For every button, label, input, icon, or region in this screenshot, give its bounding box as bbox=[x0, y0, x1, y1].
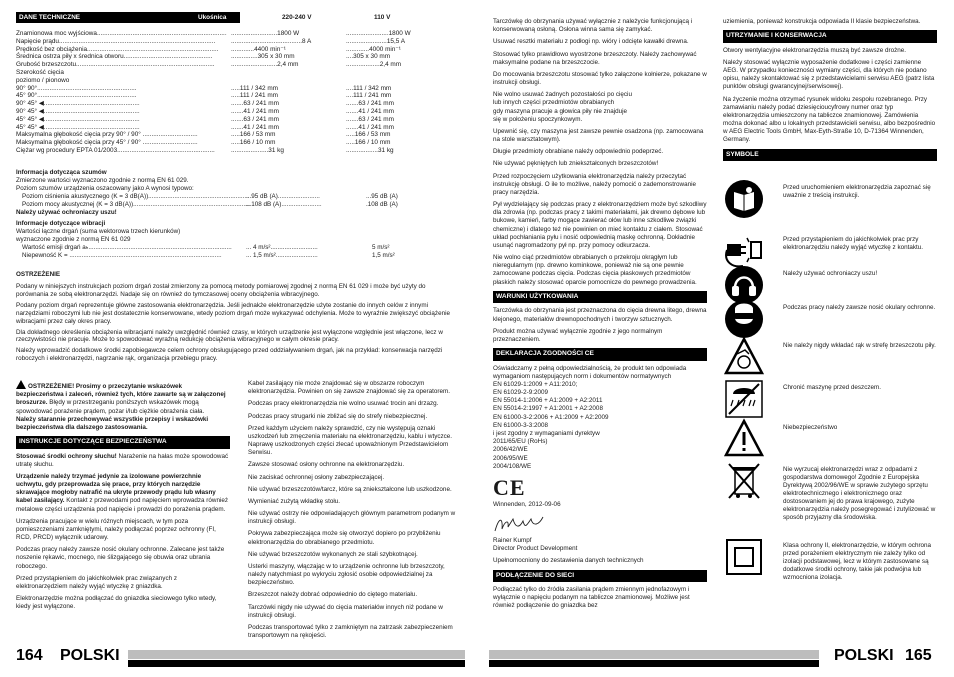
warning-paragraph-1: Podany w niniejszych instrukcjach poziom drgań został zmierzony za pomocą metody pomiarowej zgodnej z normą EN 61 029 i może być użyty do porównania ze sobą elektronarzędzi. Nadaje się on również do tymczasowej oceny obciążenia wibracyjnego. bbox=[16, 282, 426, 298]
spec-row bbox=[16, 116, 416, 124]
safety-item: Podczas transportować tylko z zamkniętym na zatrzask zabezpieczeniem transportowym na rękojeści. bbox=[248, 623, 453, 640]
language-left: POLSKI bbox=[60, 647, 120, 664]
insulated-grip-text: Kontakt z przewodami pod napięciem wprowadza również metalowe części urządzenia pod napięcie i prowadzi do porażenia prądem. bbox=[16, 497, 228, 513]
safety-item: Nie używać ostrzy nie odpowiadających głównym parametrom podanym w instrukcji obsługi. bbox=[248, 510, 456, 526]
spec-value-a: .......41 / 241 mm bbox=[231, 123, 279, 131]
ce-norm: EN 61029-2-9:2009 bbox=[493, 389, 548, 397]
safety-item: Nie wolno usuwać żadnych pozostałości po cięciu lub innych części przedmiotów obrabianych gdy maszyna pracuje a głowica piły nie znajduje się w położeniu spoczynkowym. bbox=[493, 91, 632, 123]
warning-title: OSTRZEŻENIE bbox=[16, 271, 61, 278]
spec-value-a: ........................................8 A bbox=[231, 37, 312, 45]
noise-power-a: ...108 dB (A)....................... bbox=[246, 200, 322, 208]
switch-off-paragraph: Elektronarzędzie można podłączać do gniazdka sieciowego tylko wtedy, kiedy jest wyłączone. bbox=[16, 595, 217, 611]
spec-label: Maksymalna głębokość cięcia przy 90° / 90° ............................... bbox=[16, 131, 198, 139]
noise-info bbox=[16, 169, 414, 217]
spec-label: 45° 45° ◀...................................................... bbox=[16, 115, 140, 123]
spec-value-b: .....166 / 53 mm bbox=[346, 131, 391, 139]
voltage-col-a: 220-240 V bbox=[282, 14, 312, 21]
safety-item: Długie przedmioty obrabiane należy odpowiednio podeprzeć. bbox=[493, 148, 664, 156]
use-conditions-header: WARUNKI UŻYTKOWANIA bbox=[493, 291, 707, 304]
safety-item: Pył wydzielający się podczas pracy z elektronarzędziem może być szkodliwy dla zdrowia (np. podczas pracy z takimi materiałami, jak drewno dębowe lub bukowe, kamień, farby mogące zawierać ołów lub inne szkodliwe związki chemiczne) i dlatego też nie powinien on mieć kontaktu z ciałem. Stosować układ pochłaniania pyłu i nosić odpowiednią maskę ochronną. Dokładnie usunąć nagromadzony pył np. przy pomocy odkurzacza. bbox=[493, 201, 707, 249]
spec-value-b: .......................15,5 A bbox=[346, 37, 405, 45]
technical-data-header bbox=[16, 12, 240, 23]
rain-protection-icon bbox=[723, 378, 765, 420]
spec-label: 45° 90°........................................................ bbox=[16, 92, 137, 100]
authorized-person: Upełnomocniony do zestawienia danych technicznych bbox=[493, 557, 644, 565]
class-ii-continuation: uziemienia, ponieważ konstrukcja odpowiada II klasie bezpieczeństwa. bbox=[723, 18, 921, 25]
spec-value-a: .......41 / 241 mm bbox=[231, 107, 279, 115]
spec-label: Prędkość bez obciążenia.......................................................................... bbox=[16, 45, 219, 53]
technical-data-title: DANE TECHNICZNE bbox=[19, 14, 81, 21]
class-ii-icon bbox=[723, 536, 765, 578]
spec-row bbox=[16, 61, 416, 69]
vibration-emission-b: 5 m/s² bbox=[372, 243, 390, 251]
safety-item: Podczas pracy elektronarzędzia nie wolno usuwać trocin ani drzazg. bbox=[248, 400, 439, 408]
spec-value-a: .............4400 min⁻¹ bbox=[231, 45, 286, 53]
vibration-emission-a: ... 4 m/s²........................... bbox=[246, 243, 318, 251]
left-column-1 bbox=[16, 380, 230, 616]
footer-black-bar-left bbox=[128, 660, 465, 667]
safety-instructions-header: INSTRUKCJE DOTYCZĄCE BEZPIECZEŃSTWA bbox=[16, 436, 230, 449]
ce-norm: EN 61029-1:2009 + A11:2010; bbox=[493, 380, 578, 388]
symbols-header: SYMBOLE bbox=[723, 149, 937, 162]
safety-item: Nie zaciskać ochronnej osłony zabezpieczającej. bbox=[248, 473, 385, 481]
spec-value-a: .......63 / 241 mm bbox=[231, 100, 279, 108]
vibration-line-2: wyznaczone zgodnie z normą EN 61 029 bbox=[16, 235, 131, 243]
spec-value-a: .......63 / 241 mm bbox=[231, 115, 279, 123]
safety-item: Przed rozpoczęciem użytkowania elektronarzędzia należy przeczytać instrukcję obsługi. O ile to możliwe, należy pomocić o zademonstrowanie pracy narzędzia. bbox=[493, 172, 696, 196]
ce-norm: 2006/42/WE bbox=[493, 446, 528, 454]
signature-image bbox=[493, 513, 707, 535]
spec-value-b: ........................1800 W bbox=[346, 30, 411, 37]
glasses-paragraph: Podczas pracy należy zawsze nosić okulary ochronne. Zalecane jest także noszenie rękawic, mocnego, nie ślizgającego się obuwia oraz ubrania roboczego. bbox=[16, 546, 225, 570]
spec-row bbox=[16, 69, 416, 77]
ce-norm: EN 61000-3-3:2008 bbox=[493, 421, 548, 429]
warning-paragraph-2: Podany poziom drgań reprezentuje główne zastosowania elektronarzędzia. Jeśli jednakże elektronarzędzie użyte zostanie do innych celów z innymi narzędziami roboczymi lub nie jest dostatecznie konserwowane, wtedy poziom drgań może wykazywać odchylenia. Może to wyraźnie zwiększyć obciążenie wibracjami przez cały okres pracy. bbox=[16, 301, 450, 325]
power-connection-text: Podłączać tylko do źródła zasilania prądem zmiennym jednofazowym i wyłącznie o napięciu podanym na tabliczce znamionowej. Możliwe jest również podłączenie do gniazdka bez bbox=[493, 586, 690, 610]
eye-protection-icon bbox=[723, 298, 765, 340]
safety-item: Nie używać pękniętych lub zniekształconych brzeszczotów! bbox=[493, 160, 659, 168]
spec-row bbox=[16, 100, 416, 108]
spec-row bbox=[16, 38, 416, 46]
signer-name: Rainer Kumpf bbox=[493, 537, 532, 545]
ce-norm: 2006/95/WE bbox=[493, 454, 528, 462]
ce-text: Oświadczamy z pełną odpowiedzialnością, że produkt ten odpowiada wymaganiom następujących norm i dokumentów normatywnych bbox=[493, 364, 687, 380]
noise-pressure-a: ...95 dB (A)........................ bbox=[246, 192, 320, 200]
spec-value-b: .............4000 min⁻¹ bbox=[346, 45, 401, 53]
spec-value-b: ....111 / 342 mm bbox=[346, 84, 392, 92]
spec-row bbox=[16, 108, 416, 116]
ce-norm: EN 61000-3-2:2006 + A1:2009 + A2:2009 bbox=[493, 413, 609, 421]
page-number-left: 164 bbox=[16, 647, 43, 664]
spec-value-a: .....111 / 342 mm bbox=[231, 84, 279, 92]
spec-row bbox=[16, 139, 416, 147]
maintenance-item: Należy stosować wyłącznie wyposażenie dodatkowe i części zamienne AEG. W przypadku konieczności wymiany części, dla których nie podano opisu, należy skontaktować się z przedstawicielami serwisu AEG (patrz lista punktów obsługi gwarancyjnej/serwisowej). bbox=[723, 58, 935, 91]
ce-norm: i jest zgodny z wymaganiami dyrektyw bbox=[493, 430, 600, 437]
spec-value-b: ..................31 kg bbox=[346, 146, 394, 154]
right-column-1 bbox=[493, 18, 707, 615]
symbol-description: Przed uruchomieniem elektronarzędzia zapoznać się uważnie z treścią instrukcji. bbox=[783, 184, 931, 200]
safety-item: Brzeszczot należy dobrać odpowiednio do ciętego materiału. bbox=[248, 591, 418, 599]
spec-value-b: ....305 x 30 mm bbox=[346, 53, 391, 61]
weee-bin-icon bbox=[723, 460, 765, 502]
spec-row bbox=[16, 77, 416, 85]
safety-item: Upewnić się, czy maszyna jest zawsze pewnie osadzona (np. zamocowana na stole warsztatowym). bbox=[493, 127, 704, 144]
right-footer bbox=[477, 648, 954, 669]
ce-declaration-header: DEKLARACJA ZGODNOŚCI CE bbox=[493, 348, 707, 361]
warning-triangle-icon bbox=[16, 380, 26, 389]
spec-value-a: ..........................1800 W bbox=[231, 30, 300, 37]
spec-row bbox=[16, 92, 416, 100]
vibration-emission-label: Wartość emisji drgań aₕ.................................................................................. bbox=[22, 243, 232, 251]
ce-norm: 2004/108/WE bbox=[493, 462, 532, 470]
warning-section bbox=[16, 271, 456, 366]
safety-item: Tarczówkę do obrzynania używać wyłącznie z należycie funkcjonującą i konserwowaną osłoną. Osłona winna sama się zamykać. bbox=[493, 18, 693, 34]
technical-data-model: Ukośnica bbox=[198, 14, 227, 21]
spec-value-b: .......63 / 241 mm bbox=[346, 115, 394, 123]
spec-label: Średnica ostrza piły x średnica otworu.................................................. bbox=[16, 53, 213, 61]
noise-power-b: .108 dB (A) bbox=[366, 200, 398, 208]
vibration-line-1: Wartości łączne drgań (suma wektorowa trzech kierunków) bbox=[16, 227, 181, 235]
ce-norm: 2011/65/EU (RoHs) bbox=[493, 438, 548, 446]
ear-protection-note: Należy używać ochroniaczy uszu! bbox=[16, 208, 117, 216]
use-item: Produkt można używać wyłącznie zgodnie z jego normalnym przeznaczeniem. bbox=[493, 327, 663, 343]
spec-label: Napięcie prądu........................................................................................ bbox=[16, 37, 216, 45]
technical-data-table bbox=[16, 12, 416, 155]
use-item: Tarczówka do obrzynania jest przeznaczona do cięcia drewna litego, drewna klejonego, materiałów drewnopochodnych i tworzyw sztucznych. bbox=[493, 307, 707, 323]
language-right: POLSKI bbox=[834, 647, 894, 664]
maintenance-header: UTRZYMANIE I KONSERWACJA bbox=[723, 30, 937, 43]
vibration-title: Informacje dotyczące wibracji bbox=[16, 220, 106, 227]
spec-value-a: ..........................2,4 mm bbox=[231, 61, 299, 69]
vibration-info bbox=[16, 220, 414, 260]
spec-row bbox=[16, 131, 416, 139]
safety-item: Pokrywa zabezpieczająca może się otworzyć dopiero po przybliżeniu elektronarzędzia do obrabianego przedmiotu. bbox=[248, 530, 441, 546]
symbol-description: Przed przystąpieniem do jakichkolwiek prac przy elektronarzędziu należy wyjąć wtyczkę z kontaktu. bbox=[783, 236, 923, 252]
spec-row bbox=[16, 30, 416, 38]
noise-pressure-label: Poziom ciśnienia akustycznego (K = 3 dB(A)).......................................................... bbox=[22, 192, 250, 200]
rcd-paragraph: Urządzenia pracujące w wielu różnych miejscach, w tym poza pomieszczeniami zamkniętymi, należy podłączać poprzez ochronny (FI, RCD, PRCD) wyłącznik udarowy. bbox=[16, 517, 216, 542]
spec-value-b: .......63 / 241 mm bbox=[346, 100, 394, 108]
spec-value-b: .....166 / 10 mm bbox=[346, 139, 391, 147]
danger-icon bbox=[723, 418, 765, 460]
left-column-2 bbox=[248, 380, 460, 644]
spec-value-b: ....111 / 241 mm bbox=[346, 92, 392, 100]
spec-value-b: ...................2,4 mm bbox=[346, 61, 402, 69]
spec-value-b: .......41 / 241 mm bbox=[346, 123, 394, 131]
warning-paragraph-3: Dla dokładnego określenia obciążenia wibracjami należy uwzględnić również czasy, w których urządzenie jest wyłączone względnie jest włączone, lecz w rzeczywistości nie pracuje. Może to spowodować wyraźną redukcję obciążenia wibracyjnego w całym okresie pracy. bbox=[16, 328, 443, 344]
vibration-uncertainty-b: 1,5 m/s² bbox=[372, 251, 395, 259]
safety-warning-keep: Należy starannie przechowywać wszystkie przepisy i wskazówki bezpieczeństwa dla dalszego zastosowania. bbox=[16, 415, 209, 431]
maintenance-item: Na życzenie można otrzymać rysunek widoku zespołu rozebranego. Przy zamawianiu należy podać dziesięcioucyfrowy numer oraz typ elektronarzędzia umieszczony na tabliczce znamionowej. Zamówienia można dokonać albo u lokalnych przedstawicieli serwisu, albo bezpośrednio w AEG Electric Tools GmbH, Max-Eyth-Straße 10, D-71364 Winnenden, Germany. bbox=[723, 95, 936, 144]
symbol-description: Niebezpieczeństwo bbox=[783, 424, 838, 431]
symbol-description: Chronić maszynę przed deszczem. bbox=[783, 384, 881, 391]
spec-row bbox=[16, 147, 416, 155]
read-manual-icon bbox=[723, 178, 765, 220]
safety-item: Podczas pracy strugarki nie zbliżać się do strefy niebezpiecznej. bbox=[248, 412, 428, 420]
footer-grey-bar-right bbox=[489, 650, 819, 659]
spec-label: 90° 90°........................................................ bbox=[16, 84, 137, 92]
spec-label: Grubość brzeszczotu.............................................................................. bbox=[16, 61, 215, 69]
symbol-description: Należy używać ochroniaczy uszu! bbox=[783, 270, 878, 277]
footer-black-bar-right bbox=[489, 660, 819, 667]
spec-label: Znamionowa moc wyjściowa......................................................................... bbox=[16, 30, 227, 37]
spec-label: 90° 45° ◀...................................................... bbox=[16, 107, 140, 115]
maintenance-item: Otwory wentylacyjne elektronarzędzia muszą być zawsze drożne. bbox=[723, 46, 907, 54]
page-right bbox=[477, 0, 954, 677]
page-number-right: 165 bbox=[905, 647, 932, 664]
noise-title: Informacja dotycząca szumów bbox=[16, 169, 107, 176]
symbol-description: Podczas pracy należy zawsze nosić okulary ochronne. bbox=[783, 304, 936, 311]
safety-item: Przed każdym użyciem należy sprawdzić, czy nie występują oznaki uszkodzeń lub zmęczenia materiału na elektronarzędziu, kablu i wtyczce. Naprawę uszkodzonych części zlecać upoważnionym Przedstawicielom Serwisu. bbox=[248, 424, 453, 457]
safety-warning-text: Błędy w przestrzeganiu poniższych wskazówek mogą spowodować porażenie prądem, pożar i/lub ciężkie obrażenia ciała. bbox=[16, 399, 205, 415]
safety-item: Zawsze stosować osłony ochronne na elektronarzędziu. bbox=[248, 461, 405, 469]
safety-item: Usterki maszyny, włączając w to urządzenie ochronne lub brzeszczoty, należy natychmiast po wykryciu zgłosić osobie odpowiedzialnej za bezpieczeństwo. bbox=[248, 562, 445, 587]
safety-item: Nie używać brzeszczotów/tarcz, które są zniekształcone lub uszkodzone. bbox=[248, 485, 452, 493]
power-connection-header: PODŁĄCZENIE DO SIECI bbox=[493, 570, 707, 583]
ce-mark: CE bbox=[493, 474, 526, 500]
left-footer bbox=[0, 648, 477, 669]
ce-norm: EN 55014-2:1997 + A1:2001 + A2:2008 bbox=[493, 405, 603, 413]
declaration-date: Winnenden, 2012-09-06 bbox=[493, 500, 561, 508]
noise-line-1: Zmierzone wartości wyznaczono zgodnie z normą EN 61 029. bbox=[16, 176, 189, 184]
warning-paragraph-4: Należy wprowadzić dodatkowe środki zapobiegawcze celem ochrony obsługującego przed oddziaływaniem drgań, jak na przykład: konserwacja narzędzi roboczych i elektronarzędzi, nagrzanie rąk, organizacja przebiegu pracy. bbox=[16, 347, 443, 363]
safety-item: Nie używać brzeszczotów wykonanych ze stali szybkotnącej. bbox=[248, 550, 418, 558]
safety-item: Kabel zasilający nie może znajdować się w obszarze roboczym elektronarzędzia. Powinien on się zawsze znajdować się za operatorem. bbox=[248, 380, 450, 396]
spec-label: 90° 45° ◀...................................................... bbox=[16, 100, 140, 108]
no-hands-near-blade-icon bbox=[723, 336, 765, 378]
symbol-description: Klasa ochrony II, elektronarzędzie, w którym ochrona przed porażeniem elektrycznym nie zależy tylko od izolacji podstawowej, lecz w którym zastosowane są dodatkowe środki ochrony, takie jak podwójna lub wzmocniona izolacja. bbox=[783, 542, 932, 582]
spec-value-b: .......41 / 241 mm bbox=[346, 107, 394, 115]
symbol-description: Nie wyrzucaj elektronarzędzi wraz z odpadami z gospodarstwa domowego! Zgodnie z Europejska Dyrektywą 2002/96/WE w sprawie zużytego sprzętu elektrotechnicznego i elektronicznego oraz dostosowaniem jej do prawa krajowego, zużyte elektronarzędzia należy posegregować i zutylizować w sposób przyjazny dla środowiska. bbox=[783, 466, 936, 522]
noise-line-2: Poziom szumów urządzenia oszacowany jako A wynosi typowo: bbox=[16, 184, 194, 192]
safety-item: Stosować tylko prawidłowo wyostrzone brzeszczoty. Należy zachowywać maksymalne podane na brzeszczocie. bbox=[493, 50, 697, 66]
safety-item: Wymieniać zużytą wkładkę stołu. bbox=[248, 497, 340, 505]
spec-value-a: .....111 / 241 mm bbox=[231, 92, 279, 100]
spec-value-a: .....166 / 10 mm bbox=[231, 139, 276, 147]
spec-value-a: .....166 / 53 mm bbox=[231, 131, 276, 139]
spec-label: Ciężar wg procedury EPTA 01/2003....................................................... bbox=[16, 146, 215, 154]
unplug-paragraph: Przed przystąpieniem do jakichkolwiek prac związanych z elektronarzędziem należy wyjąć wtyczkę z gniazdka. bbox=[16, 574, 177, 590]
safety-item: Usuwać resztki materiału z podłogi np. wióry i odcięte kawałki drewna. bbox=[493, 38, 689, 46]
vibration-uncertainty-label: Niepewność K = ....................................................................................... bbox=[22, 251, 222, 259]
spec-label: Maksymalna głębokość cięcia przy 45° / 90° ............................... bbox=[16, 139, 198, 147]
spec-value-a: ...............305 x 30 mm bbox=[231, 53, 295, 61]
safety-item: Do mocowania brzeszczotu stosować tylko załączone kołnierze, pokazane w instrukcji obsługi. bbox=[493, 70, 707, 87]
safety-warning-bold: OSTRZEŻENIE! Prosimy o przeczytanie wskazówek bezpieczeństwa i zaleceń, również tych, które zawarte są w załączonej broszurze. bbox=[16, 383, 226, 407]
insulated-grip-bold: Urządzenie należy trzymać jedynie za izolowane powierzchnie uchwytu, gdy przeprowadza się prace, przy których narzędzie skrawające mogłoby natrafić na ukryte przewody prądu lub własny kabel zasilający. bbox=[16, 472, 216, 505]
signer-role: Director Product Development bbox=[493, 545, 578, 553]
symbol-description: Nie należy nigdy wkładać rąk w strefę brzeszczotu piły. bbox=[783, 342, 936, 349]
hearing-bold: Stosować środki ochrony słuchu! bbox=[16, 452, 117, 460]
spec-label: Szerokość cięcia bbox=[16, 68, 64, 76]
noise-pressure-b: ...95 dB (A) bbox=[366, 192, 398, 200]
spec-row bbox=[16, 53, 416, 61]
spec-label: 45° 45° ◀...................................................... bbox=[16, 123, 140, 131]
right-column-2 bbox=[723, 18, 937, 165]
ce-norm: EN 55014-1:2006 + A1:2009 + A2:2011 bbox=[493, 397, 603, 405]
hearing-text: Narażenie na hałas może spowodować utratę słuchu. bbox=[16, 452, 229, 468]
spec-label: poziomo / pionowo bbox=[16, 76, 70, 84]
noise-power-label: Poziom mocy akustycznej (K = 3 dB(A))................................................................... bbox=[22, 200, 251, 208]
footer-grey-bar-left bbox=[128, 650, 465, 659]
voltage-col-b: 110 V bbox=[374, 14, 391, 21]
safety-item: Nie wolno ciąć przedmiotów obrabianych o przekroju okrągłym lub nieregularnym (np. drewno kominkowe, ponieważ nie są one pewnie zamocowane podczas cięcia. Podczas cięcia płaskowych przedmiotów płaskich należy stosować oparcie pomocnicze do pewnego prowadzenia. bbox=[493, 254, 697, 286]
vibration-uncertainty-a: ... 1,5 m/s²........................ bbox=[246, 251, 318, 259]
spec-value-a: .....................31 kg bbox=[231, 146, 284, 154]
safety-item: Tarczówki nigdy nie używać do cięcia materiałów innych niż podane w instrukcji obsługi. bbox=[248, 603, 443, 619]
